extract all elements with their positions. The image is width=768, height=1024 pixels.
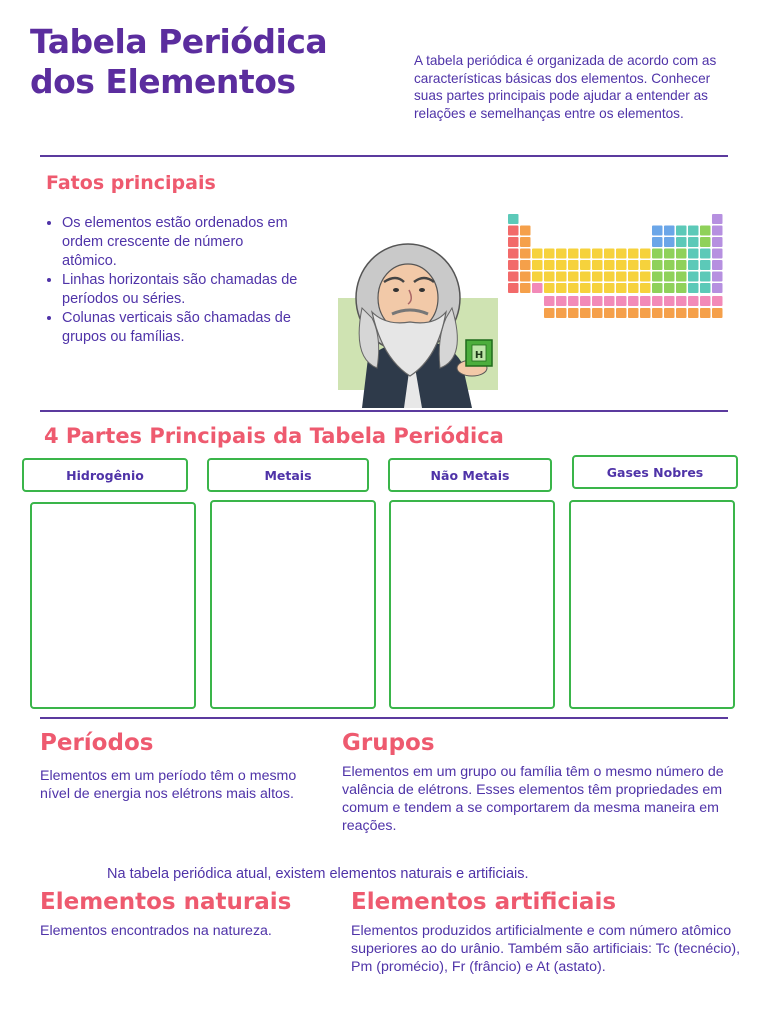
- facts-list: [44, 214, 302, 347]
- element-cell: [712, 260, 723, 270]
- element-cell: [676, 308, 687, 318]
- element-cell: [688, 226, 699, 236]
- element-cell: [652, 283, 663, 293]
- element-cell: [592, 272, 603, 282]
- divider: [40, 410, 728, 412]
- element-cell: [568, 272, 579, 282]
- element-cell: [568, 308, 579, 318]
- natural-text: Elementos encontrados na natureza.: [40, 923, 272, 939]
- groups-text: Elementos em um grupo ou família têm o mesmo número de valência de elétrons. Esses elementos têm propriedades em comum e tendem a se comportarem da mesma maneira em reações.: [342, 764, 724, 834]
- list-item: • Linhas horizontais são chamadas de períodos ou séries.: [62, 271, 302, 309]
- element-cell: [712, 272, 723, 282]
- element-cell: [508, 237, 519, 247]
- periods-text: Elementos em um período têm o mesmo nível de energia nos elétrons mais altos.: [40, 768, 297, 802]
- natural-artificial-note: Na tabela periódica atual, existem elementos naturais e artificiais.: [107, 866, 529, 882]
- parts-heading: 4 Partes Principais da Tabela Periódica: [44, 424, 504, 448]
- element-cell: [556, 308, 567, 318]
- element-cell: [544, 283, 555, 293]
- element-cell: [688, 237, 699, 247]
- list-item: • Os elementos estão ordenados em ordem crescente de número atômico.: [62, 214, 302, 271]
- element-cell: [616, 249, 627, 259]
- element-cell: [604, 296, 615, 306]
- element-cell: [508, 260, 519, 270]
- element-cell: [580, 260, 591, 270]
- element-cell: [508, 214, 519, 224]
- element-cell: [520, 226, 531, 236]
- element-cell: [556, 249, 567, 259]
- element-cell: [568, 283, 579, 293]
- element-cell: [676, 226, 687, 236]
- element-cell: [700, 283, 711, 293]
- element-cell: [604, 272, 615, 282]
- element-cell: [592, 308, 603, 318]
- element-cell: [628, 249, 639, 259]
- element-cell: [712, 283, 723, 293]
- element-cell: [688, 249, 699, 259]
- element-cell: [628, 283, 639, 293]
- element-cell: [532, 272, 543, 282]
- element-cell: [688, 272, 699, 282]
- element-cell: [532, 249, 543, 259]
- part-label-hidrogenio: Hidrogênio: [22, 458, 188, 492]
- element-cell: [520, 249, 531, 259]
- element-cell: [700, 272, 711, 282]
- element-cell: [568, 249, 579, 259]
- element-cell: [700, 260, 711, 270]
- element-cell: [652, 296, 663, 306]
- element-cell: [640, 283, 651, 293]
- element-cell: [592, 283, 603, 293]
- divider: [40, 717, 728, 719]
- artificial-heading: Elementos artificiais: [351, 889, 617, 915]
- element-cell: [640, 296, 651, 306]
- element-cell: [604, 283, 615, 293]
- element-cell: [688, 308, 699, 318]
- periodic-table-graphic: [508, 214, 730, 322]
- element-cube-symbol: H: [474, 350, 484, 361]
- element-cell: [544, 308, 555, 318]
- element-cell: [580, 308, 591, 318]
- title-line-1: Tabela Periódica: [30, 22, 328, 61]
- element-cell: [712, 226, 723, 236]
- element-cell: [568, 296, 579, 306]
- element-cell: [556, 260, 567, 270]
- element-cell: [628, 308, 639, 318]
- list-item: • Colunas verticais são chamadas de grupos ou famílias.: [62, 309, 302, 347]
- title-line-2: dos Elementos: [30, 62, 296, 101]
- part-label-gases-nobres: Gases Nobres: [572, 455, 738, 489]
- periods-heading: Períodos: [40, 730, 154, 756]
- element-cell: [688, 260, 699, 270]
- element-cell: [544, 249, 555, 259]
- element-cell: [508, 283, 519, 293]
- element-cell: [520, 260, 531, 270]
- hidrogenio-box: [30, 502, 196, 709]
- element-cell: [616, 308, 627, 318]
- element-cell: [544, 260, 555, 270]
- element-cell: [556, 296, 567, 306]
- element-cell: [700, 296, 711, 306]
- element-cell: [520, 272, 531, 282]
- element-cell: [712, 249, 723, 259]
- element-cell: [652, 308, 663, 318]
- element-cell: [664, 226, 675, 236]
- element-cell: [520, 237, 531, 247]
- element-cell: [640, 272, 651, 282]
- element-cell: [508, 272, 519, 282]
- element-cell: [616, 260, 627, 270]
- element-cell: [664, 308, 675, 318]
- metais-box: [210, 500, 376, 709]
- element-cell: [676, 249, 687, 259]
- element-cell: [664, 237, 675, 247]
- element-cell: [532, 283, 543, 293]
- part-label-metais: Metais: [207, 458, 369, 492]
- element-cell: [508, 226, 519, 236]
- element-cell: [580, 249, 591, 259]
- element-cell: [592, 260, 603, 270]
- page-title: [30, 22, 400, 102]
- element-cell: [676, 296, 687, 306]
- element-cell: [592, 249, 603, 259]
- element-cell: [580, 272, 591, 282]
- element-cell: [532, 260, 543, 270]
- element-cell: [604, 249, 615, 259]
- element-cell: [640, 260, 651, 270]
- element-cell: [616, 296, 627, 306]
- element-cell: [652, 260, 663, 270]
- element-cell: [628, 260, 639, 270]
- element-cell: [568, 260, 579, 270]
- element-cell: [664, 272, 675, 282]
- element-cell: [544, 272, 555, 282]
- element-cell: [652, 249, 663, 259]
- element-cell: [664, 260, 675, 270]
- element-cell: [676, 237, 687, 247]
- element-cell: [676, 260, 687, 270]
- element-cell: [652, 272, 663, 282]
- element-cell: [676, 283, 687, 293]
- element-cell: [604, 260, 615, 270]
- element-cell: [640, 249, 651, 259]
- element-cell: [592, 296, 603, 306]
- element-cell: [712, 237, 723, 247]
- element-cell: [712, 296, 723, 306]
- facts-heading: Fatos principais: [46, 172, 216, 194]
- element-cell: [676, 272, 687, 282]
- element-cell: [604, 308, 615, 318]
- nao-metais-box: [389, 500, 555, 709]
- element-cell: [664, 283, 675, 293]
- element-cell: [508, 249, 519, 259]
- element-cell: [616, 283, 627, 293]
- element-cell: [700, 237, 711, 247]
- element-cell: [712, 214, 723, 224]
- element-cell: [520, 283, 531, 293]
- artificial-text: Elementos produzidos artificialmente e com número atômico superiores ao do urânio. Também são artificiais: Tc (tecnécio), Pm (promécio), Fr (frâncio) e At (astato).: [351, 923, 741, 975]
- element-cell: [700, 308, 711, 318]
- element-cell: [640, 308, 651, 318]
- gases-nobres-box: [569, 500, 735, 709]
- element-cell: [544, 296, 555, 306]
- element-cell: [712, 308, 723, 318]
- element-cell: [652, 237, 663, 247]
- scientist-illustration: [322, 238, 504, 408]
- element-cell: [628, 272, 639, 282]
- element-cell: [688, 296, 699, 306]
- natural-heading: Elementos naturais: [40, 889, 292, 915]
- element-cell: [688, 283, 699, 293]
- element-cell: [652, 226, 663, 236]
- element-cell: [580, 283, 591, 293]
- element-cell: [700, 226, 711, 236]
- element-cell: [664, 249, 675, 259]
- part-label-nao-metais: Não Metais: [388, 458, 552, 492]
- element-cell: [616, 272, 627, 282]
- element-cell: [664, 296, 675, 306]
- element-cell: [700, 249, 711, 259]
- element-cell: [556, 283, 567, 293]
- groups-heading: Grupos: [342, 730, 435, 756]
- element-cell: [580, 296, 591, 306]
- divider: [40, 155, 728, 157]
- element-cell: [556, 272, 567, 282]
- element-cell: [628, 296, 639, 306]
- intro-text: A tabela periódica é organizada de acordo com as características básicas dos elementos. Conhecer suas partes principais pode ajudar a entender as relações e semelhanças entre os elementos.: [414, 53, 717, 121]
